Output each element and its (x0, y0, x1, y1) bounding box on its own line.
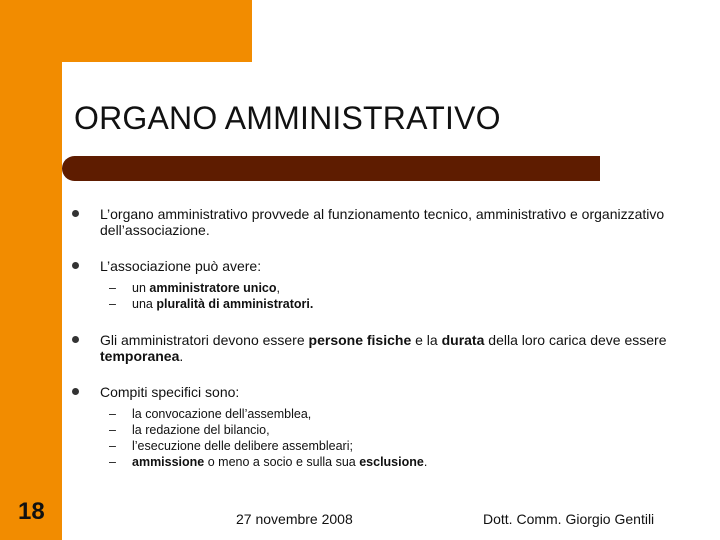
dash-marker: – (109, 281, 116, 295)
orange-frame-left (0, 0, 62, 540)
dash-marker: – (109, 423, 116, 437)
bullet-item-3: Gli amministratori devono essere persone fisiche e la durata della loro carica deve essere temporanea. (72, 332, 672, 364)
sub-item: – un amministratore unico, (109, 281, 280, 295)
title-underline-bar (62, 156, 600, 181)
slide-body (72, 206, 672, 470)
bullet-text: Compiti specifici sono: (100, 384, 240, 400)
bullet-dot (72, 388, 79, 395)
sub-item: – l’esecuzione delle delibere assembleari; (109, 439, 353, 453)
dash-marker: – (109, 439, 116, 453)
bullet-dot (72, 262, 79, 269)
bullet-item-1 (72, 206, 672, 238)
bullet-text: L’associazione può avere: (100, 258, 262, 274)
footer-date: 27 novembre 2008 (236, 511, 353, 527)
bullet-text: L’organo amministrativo provvede al funzionamento tecnico, amministrativo e organizzativo dell’associazione. (100, 206, 665, 238)
sub-item: – la convocazione dell’assemblea, (109, 407, 312, 421)
page-number: 18 (18, 498, 45, 525)
dash-marker: – (109, 297, 116, 311)
bullet-item-2 (72, 258, 672, 274)
bullet-item-4 (72, 384, 672, 400)
bullet-dot (72, 336, 79, 343)
footer-author: Dott. Comm. Giorgio Gentili (483, 511, 655, 527)
dash-marker: – (109, 455, 116, 469)
slide-title: ORGANO AMMINISTRATIVO (74, 100, 501, 136)
sub-item: – la redazione del bilancio, (109, 423, 270, 437)
sub-item: – ammissione o meno a socio e sulla sua esclusione. (109, 455, 428, 469)
bullet-dot (72, 210, 79, 217)
dash-marker: – (109, 407, 116, 421)
sub-item: – una pluralità di amministratori. (109, 297, 314, 311)
